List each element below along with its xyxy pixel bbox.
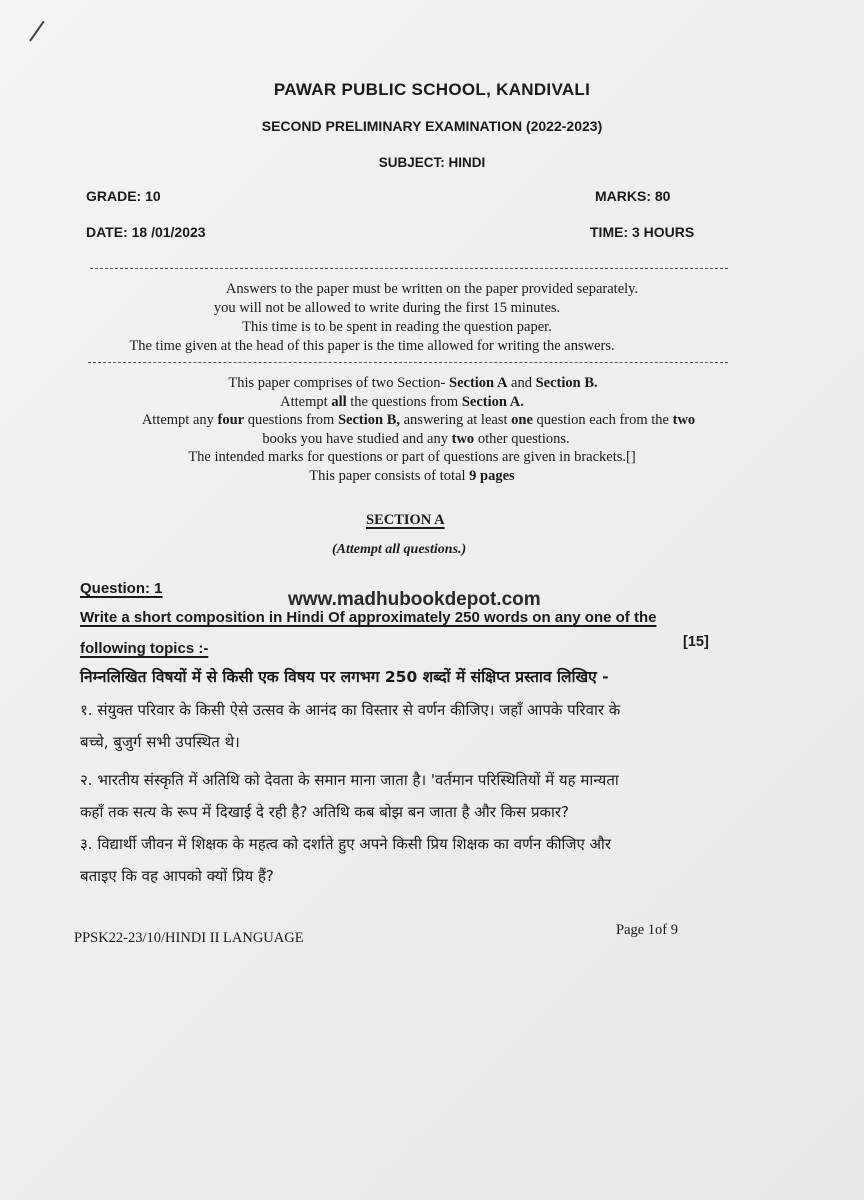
- school-name: PAWAR PUBLIC SCHOOL, KANDIVALI: [273, 80, 591, 99]
- divider-bottom: [88, 362, 728, 363]
- topic-3-line1: ३. विद्यार्थी जीवन में शिक्षक के महत्व को दर्शाते हुए अपने किसी प्रिय शिक्षक का वर्णन कीजिए और: [80, 835, 612, 853]
- instruction-text: Attempt any: [141, 412, 218, 428]
- instruction-text: This paper comprises of two Section-: [228, 375, 450, 391]
- exam-title: SECOND PRELIMINARY EXAMINATION (2022-2023): [261, 118, 603, 134]
- watermark-url: www.madhubookdepot.com: [288, 589, 541, 610]
- hindi-instruction: निम्नलिखित विषयों में से किसी एक विषय पर लगभग 250 शब्दों में संक्षिप्त प्रस्ताव लिखिए -: [80, 668, 609, 686]
- instruction-line: [0, 393, 864, 412]
- instruction-text: books you have studied and any: [262, 430, 452, 447]
- instruction-line: [0, 411, 864, 430]
- time-label: TIME: 3 HOURS: [590, 224, 695, 240]
- section-title: [366, 512, 445, 529]
- instruction-bold: two: [672, 412, 696, 428]
- subject-line: SUBJECT: HINDI: [378, 155, 486, 170]
- instruction-bold: four: [217, 412, 245, 428]
- instruction-bold: Section B,: [337, 412, 400, 428]
- grade-label: GRADE: 10: [86, 188, 161, 204]
- section-title-text: SECTION A: [366, 512, 445, 528]
- question-marks: [15]: [683, 634, 709, 650]
- marks-label: MARKS: 80: [595, 188, 671, 204]
- notice-line: you will not be allowed to write during the first 15 minutes.: [213, 300, 561, 316]
- instructions-block: [0, 374, 864, 485]
- topics-list: [80, 694, 740, 892]
- instruction-bold: one: [511, 412, 533, 428]
- instruction-bold: Section A.: [461, 393, 524, 410]
- notice-block: [0, 280, 864, 356]
- instruction-text: question each from the: [532, 412, 673, 428]
- question-label-text: Question: 1: [80, 580, 163, 597]
- paper-code: PPSK22-23/10/HINDI II LANGUAGE: [74, 930, 304, 946]
- instruction-text: This paper consists of total: [309, 467, 470, 484]
- instruction-line: [0, 374, 864, 393]
- page-number: Page 1of 9: [616, 922, 679, 938]
- instruction-bold: Section B.: [535, 375, 598, 391]
- instruction-line: [0, 467, 864, 486]
- instruction-line: [0, 430, 864, 449]
- section-subtitle: (Attempt all questions.): [332, 542, 467, 557]
- instruction-text: Attempt: [280, 393, 332, 410]
- instruction-text: answering at least: [400, 412, 512, 428]
- divider-top: [90, 268, 728, 269]
- topic-2-line1: २. भारतीय संस्कृति में अतिथि को देवता के समान माना जाता है। 'वर्तमान परिस्थितियों में यह मान्यता: [80, 771, 619, 789]
- instruction-bold: two: [451, 430, 475, 447]
- notice-line: The time given at the head of this paper is the time allowed for writing the answers.: [129, 338, 615, 354]
- instruction-text: questions from: [244, 412, 338, 428]
- instruction-text: and: [507, 375, 536, 391]
- pen-mark: [29, 21, 44, 42]
- notice-line: Answers to the paper must be written on the paper provided separately.: [225, 281, 639, 297]
- topic-3-line2: बताइए कि वह आपको क्यों प्रिय हैं?: [80, 867, 274, 885]
- instruction-bold: 9 pages: [469, 467, 515, 484]
- question-prompt-text: Write a short composition in Hindi Of approximately 250 words on any one of the: [80, 609, 657, 626]
- question-prompt-text: following topics :-: [80, 640, 209, 657]
- instruction-bold: Section A: [449, 375, 508, 391]
- date-label: DATE: 18 /01/2023: [86, 224, 206, 240]
- topic-2-line2: कहाँ तक सत्य के रूप में दिखाई दे रही है? अतिथि कब बोझ बन जाता है और किस प्रकार?: [80, 803, 569, 821]
- topic-1-line2: बच्चे, बुजुर्ग सभी उपस्थित थे।: [80, 733, 240, 751]
- instruction-text: other questions.: [474, 430, 570, 447]
- instruction-bold: all: [331, 393, 347, 410]
- question-prompt-line1: [80, 609, 656, 626]
- notice-line: This time is to be spent in reading the question paper.: [242, 319, 552, 335]
- question-prompt-line2: [80, 640, 208, 657]
- topic-1-line1: १. संयुक्त परिवार के किसी ऐसे उत्सव के आनंद का विस्तार से वर्णन कीजिए। जहाँ आपके परिवार के: [80, 701, 621, 719]
- instruction-line: The intended marks for questions or part of questions are given in brackets.[]: [188, 449, 636, 465]
- instruction-text: the questions from: [346, 393, 462, 410]
- question-label: [80, 580, 163, 597]
